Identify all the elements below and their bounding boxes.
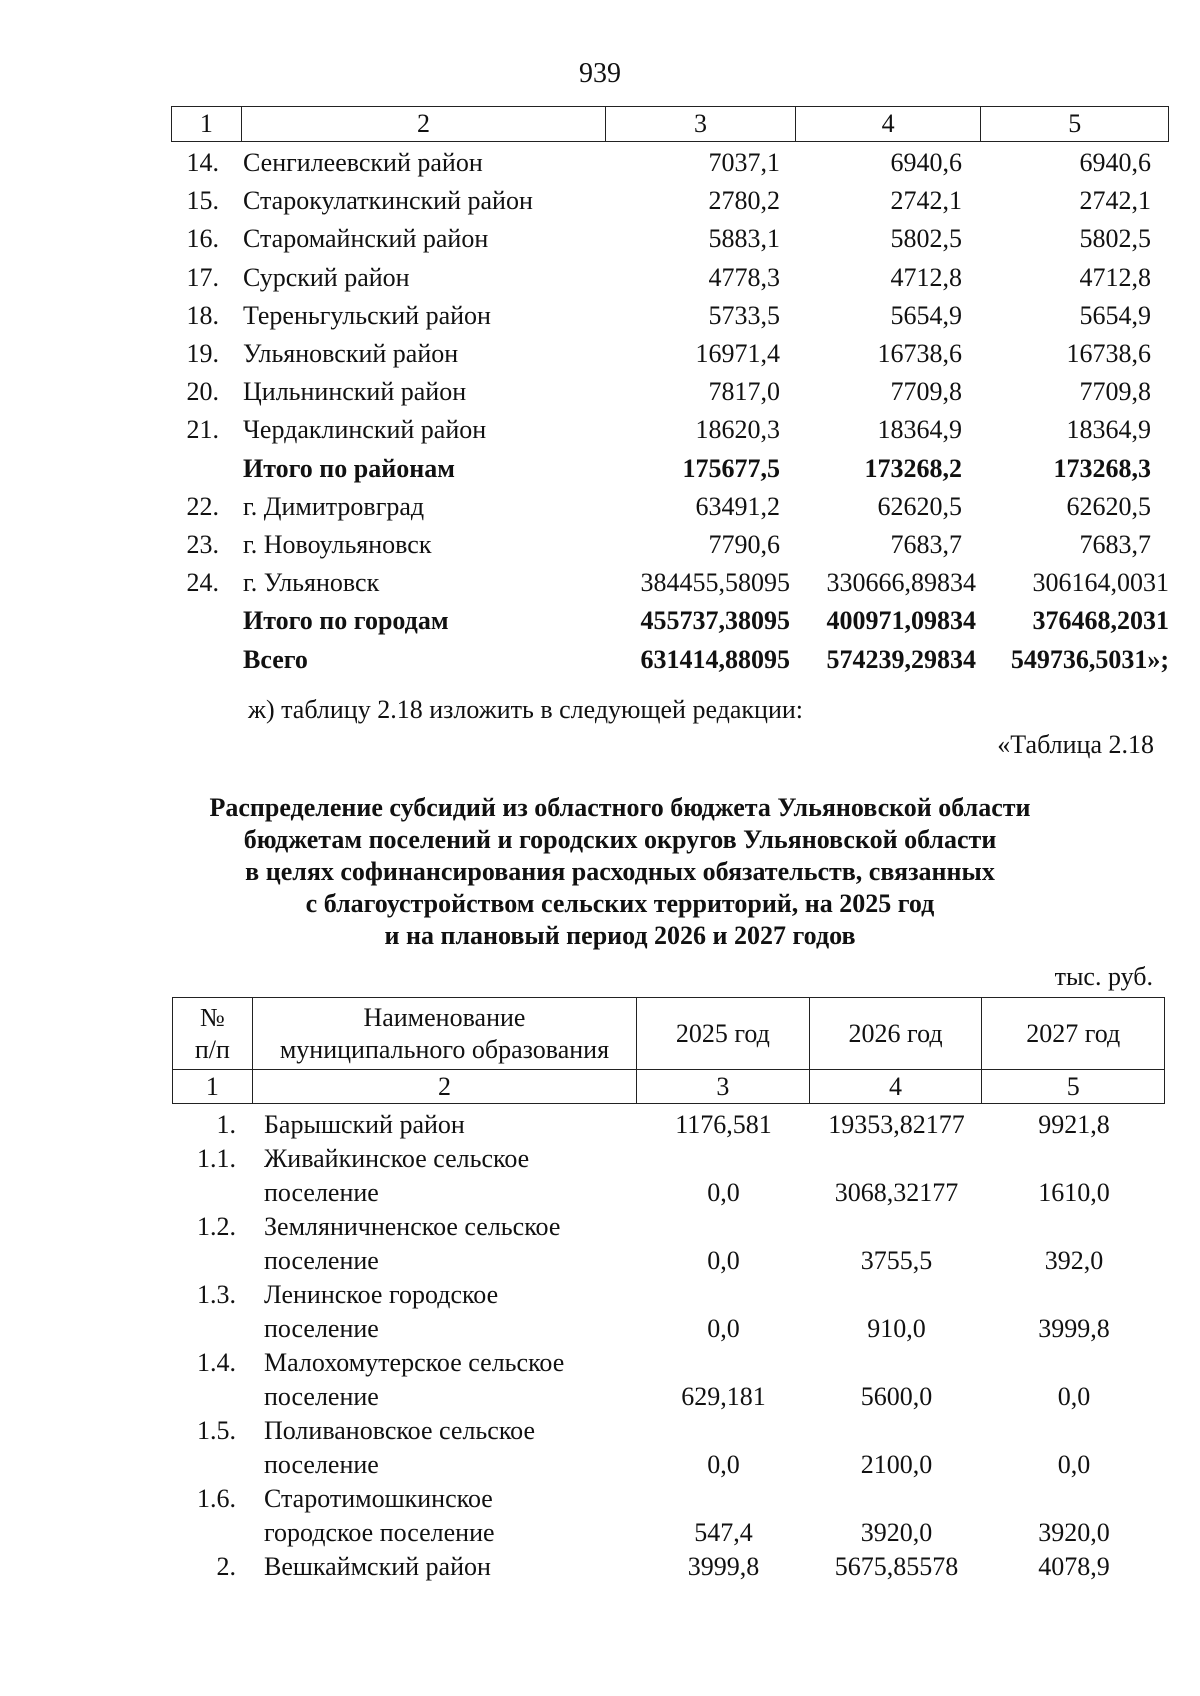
value-col-5: 2742,1 — [1079, 186, 1151, 216]
table2-col-1: 1 — [173, 1070, 253, 1103]
table2-col-4: 4 — [810, 1070, 983, 1103]
value-col-4: 6940,6 — [890, 148, 962, 178]
value-2025: 547,4 — [694, 1518, 753, 1547]
row-name — [252, 1550, 637, 1584]
row-number: 16. — [186, 224, 219, 254]
row-name: Старокулаткинский район — [243, 186, 533, 216]
value-col-4: 5802,5 — [890, 224, 962, 254]
value-col-5: 173268,3 — [1053, 453, 1151, 483]
value-col-4: 18364,9 — [877, 415, 962, 445]
row-name-line1: Барышский район — [264, 1110, 465, 1139]
table-row — [172, 1210, 1165, 1278]
row-name: Сурский район — [243, 262, 410, 292]
row-name-line1: Земляничненское сельское — [264, 1212, 561, 1241]
row-name: г. Димитровград — [243, 491, 425, 521]
row-name — [252, 1108, 637, 1142]
value-col-3: 7817,0 — [708, 377, 780, 407]
value-col-3: 384455,58095 — [640, 568, 790, 598]
row-name-line2: поселение — [264, 1246, 379, 1275]
value-2027: 0,0 — [1057, 1450, 1091, 1479]
header-number-line1: № — [200, 1002, 225, 1032]
row-name-line1: Поливановское сельское — [264, 1416, 535, 1445]
value-col-4: 2742,1 — [890, 186, 962, 216]
header-2027: 2027 год — [1026, 1018, 1121, 1048]
table-row — [172, 1550, 1165, 1584]
row-number: 1. — [216, 1110, 236, 1139]
row-name: Цильнинский район — [243, 377, 467, 407]
value-2026: 3755,5 — [860, 1246, 933, 1275]
value-col-3: 63491,2 — [695, 491, 780, 521]
row-name: Всего — [243, 644, 308, 674]
value-col-3: 4778,3 — [708, 262, 780, 292]
value-2027: 3999,8 — [1038, 1314, 1110, 1343]
value-col-5: 62620,5 — [1066, 491, 1151, 521]
value-col-5: 549736,5031»; — [1010, 644, 1169, 674]
row-number: 1.2. — [197, 1212, 236, 1241]
table2-col-3: 3 — [637, 1070, 810, 1103]
row-name-line2: поселение — [264, 1178, 379, 1207]
row-number: 15. — [186, 186, 219, 216]
value-2025: 0,0 — [707, 1450, 740, 1479]
row-name — [252, 1142, 637, 1210]
value-2026: 910,0 — [867, 1314, 926, 1343]
value-col-5: 6940,6 — [1079, 148, 1151, 178]
heading-line: и на плановый период 2026 и 2027 годов — [384, 921, 856, 950]
value-col-4: 7709,8 — [890, 377, 962, 407]
value-2025: 3999,8 — [687, 1552, 760, 1581]
value-col-3: 18620,3 — [695, 415, 780, 445]
table-row — [172, 1482, 1165, 1550]
row-number: 22. — [186, 491, 219, 521]
row-number: 1.1. — [197, 1144, 236, 1173]
row-name: Итого по городам — [243, 606, 449, 636]
table-label: «Таблица 2.18 — [997, 730, 1154, 759]
value-col-3: 2780,2 — [708, 186, 780, 216]
row-name — [252, 1482, 637, 1550]
subtotal-row-districts — [171, 450, 1169, 488]
heading-line: бюджетам поселений и городских округов Ульяновской области — [243, 825, 997, 854]
header-name-line2: муниципального образования — [279, 1034, 610, 1064]
table1-body — [171, 144, 1169, 679]
row-number: 2. — [216, 1552, 236, 1581]
subtotal-row-cities — [171, 602, 1169, 640]
row-name: Старомайнский район — [243, 224, 489, 254]
row-number: 24. — [186, 568, 219, 598]
table2-col-5: 5 — [1066, 1071, 1080, 1101]
value-col-5: 7709,8 — [1079, 377, 1151, 407]
amendment-instruction: ж) таблицу 2.18 изложить в следующей редакции: — [248, 695, 804, 724]
table-row — [171, 182, 1169, 220]
value-col-5: 7683,7 — [1079, 529, 1151, 559]
value-col-3: 5733,5 — [708, 300, 780, 330]
value-col-4: 4712,8 — [890, 262, 962, 292]
value-col-4: 62620,5 — [877, 491, 962, 521]
table-row — [172, 1278, 1165, 1346]
value-2027: 392,0 — [1044, 1246, 1104, 1275]
value-2026: 2100,0 — [860, 1450, 933, 1479]
value-col-3: 7790,6 — [708, 529, 780, 559]
heading-line: с благоустройством сельских территорий, на 2025 год — [305, 889, 935, 918]
value-col-5: 5802,5 — [1079, 224, 1151, 254]
row-name: Итого по районам — [243, 453, 455, 483]
row-name-line1: Живайкинское сельское — [264, 1144, 530, 1173]
value-col-4: 173268,2 — [864, 453, 962, 483]
row-name-line2: поселение — [264, 1450, 379, 1479]
row-name-line1: Ленинское городское — [264, 1280, 499, 1309]
table-row — [172, 1142, 1165, 1210]
value-col-4: 16738,6 — [877, 339, 962, 369]
row-name: Тереньгульский район — [243, 300, 491, 330]
table1-col-5: 5 — [1068, 109, 1082, 138]
value-col-3: 455737,38095 — [640, 606, 790, 636]
row-number: 1.4. — [197, 1348, 236, 1377]
value-col-3: 175677,5 — [682, 453, 780, 483]
table1-col-1: 1 — [172, 107, 242, 141]
units-label: тыс. руб. — [1054, 962, 1153, 991]
value-col-4: 400971,09834 — [826, 606, 976, 636]
row-number: 1.6. — [197, 1484, 236, 1513]
row-name-line1: Малохомутерское сельское — [264, 1348, 565, 1377]
row-number: 23. — [186, 529, 219, 559]
value-2026: 3920,0 — [860, 1518, 933, 1547]
row-name: Сенгилеевский район — [243, 148, 483, 178]
table-row — [171, 220, 1169, 258]
row-number: 19. — [186, 339, 219, 369]
row-name — [252, 1278, 637, 1346]
value-2026: 19353,82177 — [828, 1110, 965, 1139]
row-number: 1.3. — [197, 1280, 236, 1309]
header-2025: 2025 год — [637, 998, 810, 1069]
value-col-4: 7683,7 — [890, 529, 962, 559]
table-row — [171, 335, 1169, 373]
table2-column-numbers — [172, 1070, 1165, 1104]
total-row — [171, 640, 1169, 678]
table2-header — [172, 997, 1165, 1070]
value-col-3: 7037,1 — [708, 148, 780, 178]
value-col-5: 5654,9 — [1079, 300, 1151, 330]
table-row — [172, 1108, 1165, 1142]
row-name-line2: поселение — [264, 1382, 379, 1411]
table1-col-3: 3 — [606, 107, 796, 141]
value-2027: 9921,8 — [1038, 1110, 1110, 1139]
header-number-line2: п/п — [194, 1034, 230, 1064]
value-2027: 3920,0 — [1038, 1518, 1110, 1547]
value-col-5: 18364,9 — [1066, 415, 1151, 445]
table2 — [172, 997, 1165, 1584]
row-name-line1: Вешкаймский район — [264, 1552, 491, 1581]
row-name-line1: Старотимошкинское — [264, 1484, 493, 1513]
value-col-5: 16738,6 — [1066, 339, 1151, 369]
row-number: 18. — [186, 300, 219, 330]
table1-col-4: 4 — [796, 107, 982, 141]
table-row — [171, 144, 1169, 182]
heading-line: в целях софинансирования расходных обязательств, связанных — [245, 857, 995, 886]
heading-line: Распределение субсидий из областного бюджета Ульяновской области — [209, 793, 1031, 822]
value-2026: 5600,0 — [860, 1382, 933, 1411]
value-col-5: 306164,0031 — [1032, 568, 1169, 598]
table-row — [171, 526, 1169, 564]
value-col-5: 376468,2031 — [1032, 606, 1169, 636]
row-number: 17. — [186, 262, 219, 292]
table1-col-2: 2 — [242, 107, 606, 141]
header-name — [253, 998, 637, 1069]
row-name: Чердаклинский район — [243, 415, 487, 445]
header-number — [173, 998, 253, 1069]
table-row — [171, 564, 1169, 602]
table-row — [171, 259, 1169, 297]
value-2025: 1176,581 — [675, 1110, 772, 1139]
value-2025: 629,181 — [681, 1382, 766, 1411]
value-2026: 3068,32177 — [834, 1178, 959, 1207]
table-row — [171, 297, 1169, 335]
row-name-line2: городское поселение — [264, 1518, 495, 1547]
value-col-3: 16971,4 — [695, 339, 780, 369]
value-2025: 0,0 — [707, 1314, 740, 1343]
row-number: 14. — [186, 148, 219, 178]
row-name-line2: поселение — [264, 1314, 379, 1343]
value-col-3: 631414,88095 — [640, 644, 790, 674]
table1-column-numbers — [171, 106, 1169, 142]
value-col-5: 4712,8 — [1079, 262, 1151, 292]
table-row — [172, 1346, 1165, 1414]
value-2027: 1610,0 — [1038, 1178, 1110, 1207]
value-2025: 0,0 — [707, 1178, 740, 1207]
table2-body — [172, 1108, 1165, 1584]
value-2027: 0,0 — [1057, 1382, 1091, 1411]
header-2026: 2026 год — [810, 998, 983, 1069]
value-2027: 4078,9 — [1038, 1552, 1110, 1581]
value-col-3: 5883,1 — [708, 224, 780, 254]
table-row — [171, 411, 1169, 449]
row-number: 20. — [186, 377, 219, 407]
table-row — [172, 1414, 1165, 1482]
table-row — [171, 373, 1169, 411]
row-name — [252, 1346, 637, 1414]
row-name: г. Ульяновск — [243, 568, 380, 598]
row-name — [252, 1414, 637, 1482]
table2-col-2: 2 — [253, 1070, 637, 1103]
header-name-line1: Наименование — [363, 1002, 526, 1032]
row-name: Ульяновский район — [243, 339, 459, 369]
value-2026: 5675,85578 — [834, 1552, 959, 1581]
row-number: 1.5. — [197, 1416, 236, 1445]
row-number: 21. — [186, 415, 219, 445]
row-name: г. Новоульяновск — [243, 529, 432, 559]
row-name — [252, 1210, 637, 1278]
value-2025: 0,0 — [707, 1246, 740, 1275]
page-number: 939 — [579, 58, 621, 89]
value-col-4: 574239,29834 — [826, 644, 976, 674]
table-heading — [150, 792, 1090, 952]
value-col-4: 330666,89834 — [826, 568, 976, 598]
table-row — [171, 488, 1169, 526]
value-col-4: 5654,9 — [890, 300, 962, 330]
